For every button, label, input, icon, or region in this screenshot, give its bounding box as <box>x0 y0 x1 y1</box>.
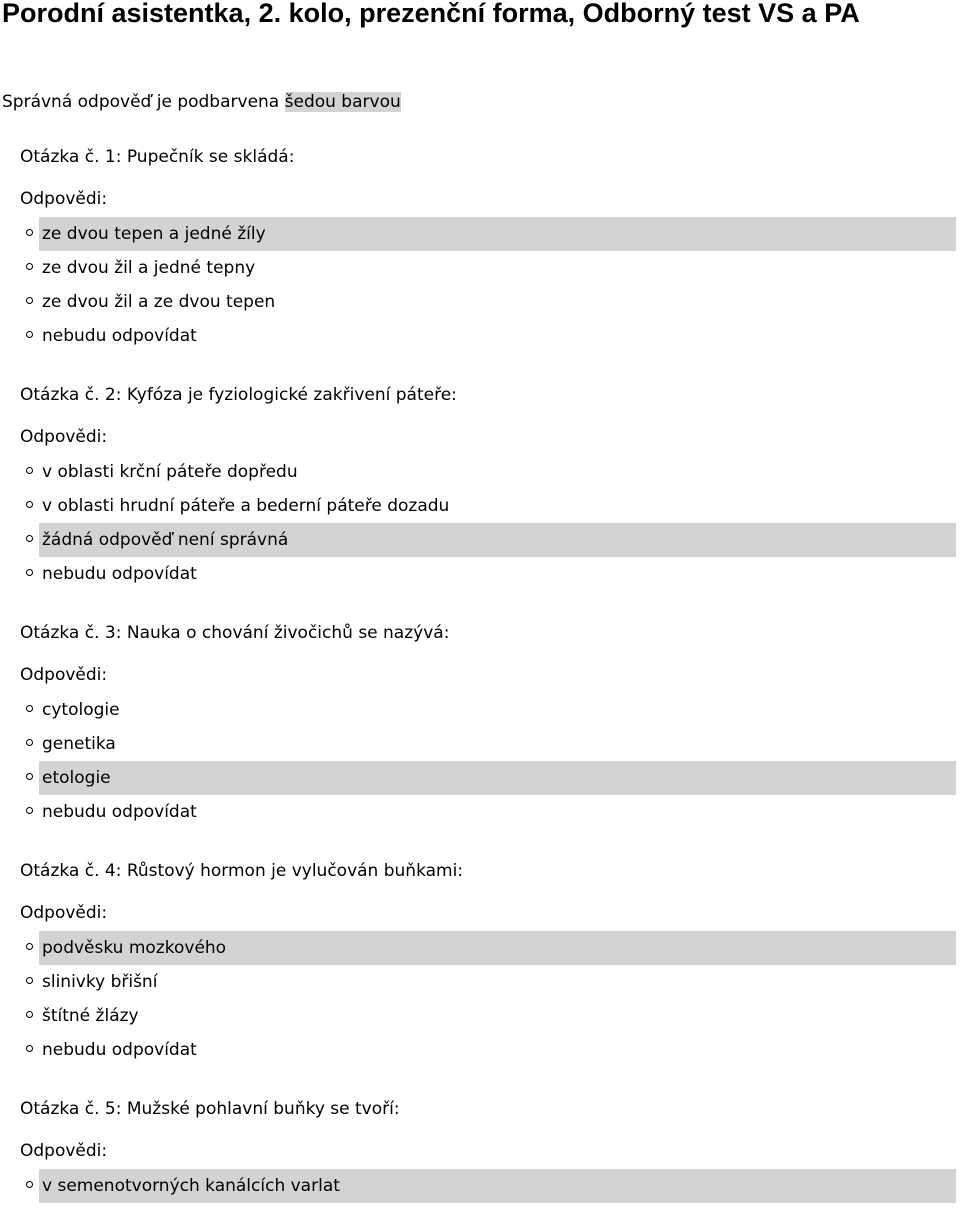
question-text: Otázka č. 1: Pupečník se skládá: <box>20 147 295 167</box>
answer-list <box>20 931 956 1067</box>
answers-label: Odpovědi: <box>20 189 108 209</box>
circle-bullet-icon <box>26 977 33 984</box>
circle-bullet-icon <box>26 739 33 746</box>
answer-item <box>20 727 956 761</box>
circle-bullet-icon <box>26 943 33 950</box>
question-block <box>20 1097 960 1196</box>
answer-item <box>20 285 956 319</box>
page-title: Porodní asistentka, 2. kolo, prezenční forma, Odborný test VS a PA <box>2 0 860 28</box>
answer-text: štítné žlázy <box>42 1006 139 1026</box>
answer-item <box>20 557 956 591</box>
answer-item <box>20 455 956 489</box>
answer-item <box>20 251 956 285</box>
answer-text: nebudu odpovídat <box>42 1040 197 1060</box>
circle-bullet-icon <box>26 773 33 780</box>
answer-item <box>20 693 956 727</box>
question-block <box>20 621 960 822</box>
answer-item-correct <box>20 761 956 795</box>
answer-list <box>20 455 956 591</box>
answers-label: Odpovědi: <box>20 1141 108 1161</box>
circle-bullet-icon <box>26 297 33 304</box>
answer-text: žádná odpověď není správná <box>39 523 956 557</box>
answer-item <box>20 795 956 829</box>
legend-note <box>2 90 401 114</box>
answer-text: nebudu odpovídat <box>42 802 197 822</box>
question-text: Otázka č. 2: Kyfóza je fyziologické zakřivení páteře: <box>20 385 457 405</box>
answer-item <box>20 965 956 999</box>
circle-bullet-icon <box>26 535 33 542</box>
question-block <box>20 145 960 346</box>
circle-bullet-icon <box>26 1011 33 1018</box>
answer-item <box>20 319 956 353</box>
answer-text: etologie <box>39 761 956 795</box>
answer-text: cytologie <box>42 700 120 720</box>
question-text: Otázka č. 3: Nauka o chování živočichů se nazývá: <box>20 623 450 643</box>
answer-item <box>20 489 956 523</box>
answer-list <box>20 1169 956 1203</box>
circle-bullet-icon <box>26 263 33 270</box>
answer-text: v oblasti krční páteře dopředu <box>42 462 298 482</box>
circle-bullet-icon <box>26 1045 33 1052</box>
question-block <box>20 859 960 1060</box>
answer-item-correct <box>20 1169 956 1203</box>
answer-item-correct <box>20 217 956 251</box>
answers-label: Odpovědi: <box>20 903 108 923</box>
answer-text: nebudu odpovídat <box>42 326 197 346</box>
answer-text: v oblasti hrudní páteře a bederní páteře dozadu <box>42 496 450 516</box>
answer-list <box>20 217 956 353</box>
circle-bullet-icon <box>26 331 33 338</box>
circle-bullet-icon <box>26 467 33 474</box>
circle-bullet-icon <box>26 501 33 508</box>
legend-prefix: Správná odpověď je podbarvena <box>2 92 285 112</box>
answer-item <box>20 1033 956 1067</box>
answer-text: ze dvou žil a jedné tepny <box>42 258 256 278</box>
answer-text: genetika <box>42 734 116 754</box>
answer-item <box>20 999 956 1033</box>
answers-label: Odpovědi: <box>20 427 108 447</box>
circle-bullet-icon <box>26 1181 33 1188</box>
legend-highlight: šedou barvou <box>284 92 401 112</box>
answer-text: nebudu odpovídat <box>42 564 197 584</box>
question-text: Otázka č. 4: Růstový hormon je vylučován buňkami: <box>20 861 464 881</box>
answer-item-correct <box>20 523 956 557</box>
answer-text: ze dvou žil a ze dvou tepen <box>42 292 276 312</box>
circle-bullet-icon <box>26 807 33 814</box>
answer-text: ze dvou tepen a jedné žíly <box>39 217 956 251</box>
answers-label: Odpovědi: <box>20 665 108 685</box>
answer-list <box>20 693 956 829</box>
circle-bullet-icon <box>26 705 33 712</box>
answer-text: v semenotvorných kanálcích varlat <box>39 1169 956 1203</box>
answer-item-correct <box>20 931 956 965</box>
question-text: Otázka č. 5: Mužské pohlavní buňky se tvoří: <box>20 1099 400 1119</box>
question-block <box>20 383 960 584</box>
circle-bullet-icon <box>26 569 33 576</box>
circle-bullet-icon <box>26 229 33 236</box>
answer-text: podvěsku mozkového <box>39 931 956 965</box>
answer-text: slinivky břišní <box>42 972 158 992</box>
